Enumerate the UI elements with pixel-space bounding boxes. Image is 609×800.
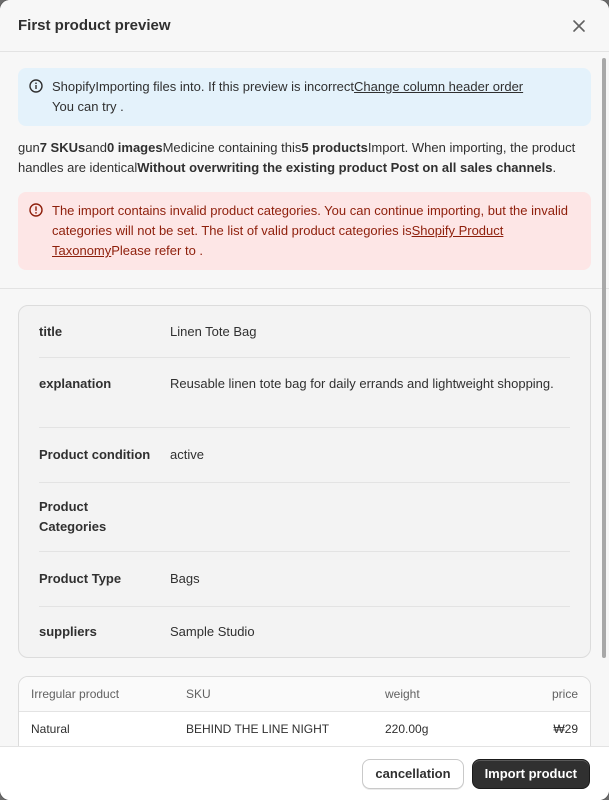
info-banner-text: ShopifyImporting files into. If this preview is incorrect: [52, 79, 355, 94]
summary-text: Medicine containing this: [162, 140, 302, 155]
table-cell: Natural: [31, 722, 70, 736]
summary-text: and: [85, 140, 107, 155]
field-value: Sample Studio: [170, 624, 255, 639]
field-row-type: [39, 552, 570, 607]
summary-text: Import. When importing, the product handles are identical: [18, 140, 576, 175]
info-banner: [18, 68, 591, 126]
dialog-title: First product preview: [18, 17, 171, 34]
section-divider: [0, 288, 609, 289]
column-header: weight: [385, 687, 420, 701]
field-label: suppliers: [39, 624, 97, 639]
cancel-button[interactable]: cancellation: [362, 759, 463, 789]
scrollbar[interactable]: [602, 58, 606, 658]
summary-product-count: 5 products: [301, 140, 368, 155]
table-cell: BEHIND THE LINE NIGHT: [186, 722, 330, 736]
shopify-product-taxonomy-link[interactable]: Shopify Product Taxonomy: [52, 223, 504, 258]
variants-table: [18, 676, 591, 746]
field-row-explanation: [39, 358, 570, 428]
field-row-condition: [39, 428, 570, 483]
table-row: [19, 712, 590, 746]
table-cell: 220.00g: [385, 722, 429, 736]
summary-text: gun: [18, 140, 40, 155]
invalid-category-banner: [18, 192, 591, 270]
dialog-header: [0, 0, 609, 52]
dialog-footer: [0, 746, 609, 800]
field-value: active: [170, 447, 204, 462]
critical-banner-text-end: Please refer to .: [111, 243, 204, 258]
summary-text: .: [552, 160, 557, 175]
product-details-card: [18, 305, 591, 658]
column-header: Irregular product: [31, 687, 120, 701]
critical-banner-text: The import contains invalid product categories. You can continue importing, but the invalid categories will not be set. The list of valid product categories is: [52, 203, 568, 238]
dialog-body[interactable]: [0, 52, 609, 746]
alert-circle-icon: [29, 203, 43, 217]
import-product-button[interactable]: Import product: [472, 759, 590, 789]
change-column-header-order-link[interactable]: Change column header order: [354, 79, 524, 94]
table-cell: ₩29: [553, 722, 578, 736]
info-banner-text-end: You can try .: [52, 99, 124, 114]
field-label: title: [39, 323, 63, 339]
summary-image-count: 0 images: [106, 140, 163, 155]
info-circle-icon: [29, 79, 43, 93]
field-row-suppliers: [39, 607, 570, 657]
field-row-categories: [39, 483, 570, 552]
field-value: Linen Tote Bag: [170, 323, 257, 339]
column-header: SKU: [186, 687, 211, 701]
field-label: explanation: [39, 376, 112, 391]
field-label: Product condition: [39, 447, 151, 462]
field-label: Product Categories: [39, 499, 107, 534]
field-value: Bags: [170, 571, 200, 586]
field-value: Reusable linen tote bag for daily errands and lightweight shopping.: [170, 376, 554, 391]
field-row-title: [39, 306, 570, 358]
column-header: price: [551, 687, 578, 701]
table-header: [19, 677, 590, 712]
close-icon: [572, 19, 586, 33]
field-label: Product Type: [39, 571, 122, 586]
summary-import-mode: Without overwriting the existing product Post on all sales channels: [137, 160, 553, 175]
summary-sku-count: 7 SKUs: [39, 140, 86, 155]
import-summary: [18, 126, 591, 192]
close-button[interactable]: [567, 14, 591, 38]
